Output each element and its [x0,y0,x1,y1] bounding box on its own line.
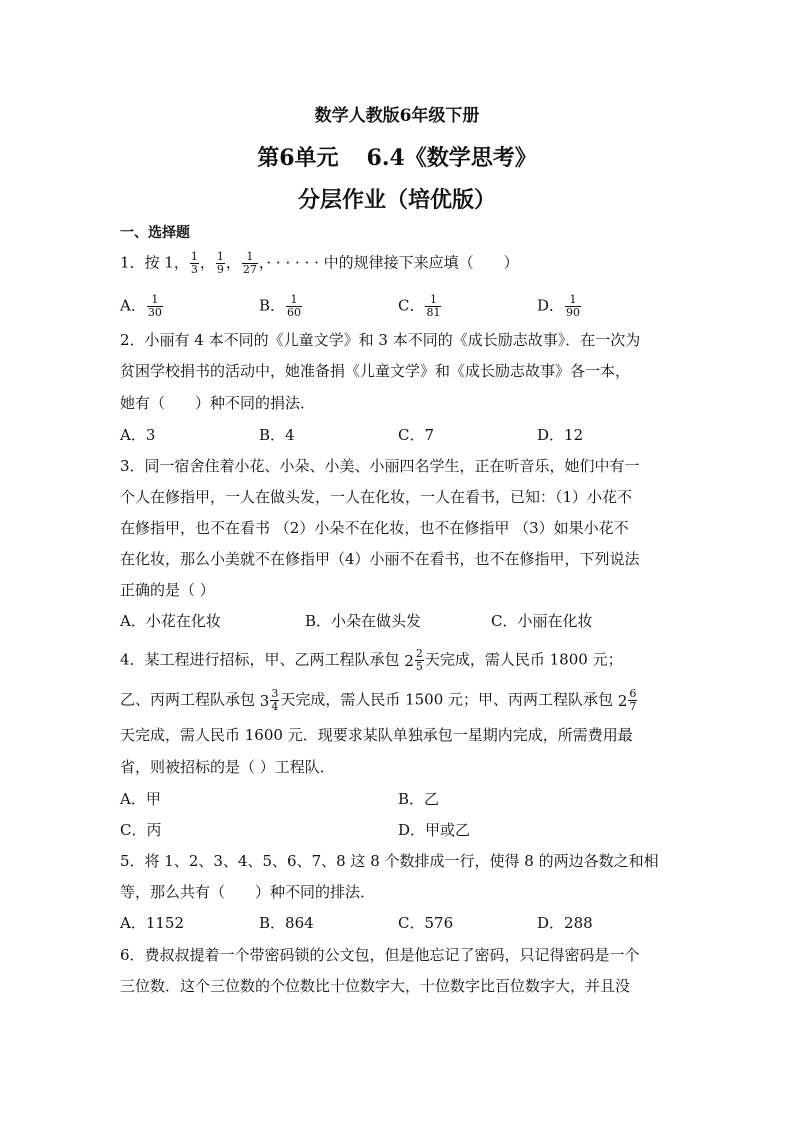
q5-option-a: A．1152 [120,914,185,932]
q5-option-c: C．576 [398,914,454,932]
question-5-line-2: 等，那么共有（ ）种不同的排法． [120,883,376,901]
fraction: $\frac{1}{9}$ [216,250,224,276]
q2-option-a: A．3 [120,426,156,444]
question-1-text: 1．按 1， $\frac{1}{3}$ ， $\frac{1}{9}$ ， $\frac{1}{27}$ ，· · · · · · 中的规律接下来应填（ ） [120,250,519,276]
q1-option-b: B． $\frac{1}{60}$ [259,293,302,319]
q2-option-b: B．4 [259,426,295,444]
question-3-line-2: 个人在修指甲，一人在做头发，一人在化妆，一人在看书，已知：（1）小花不 [120,488,633,506]
question-2-line-1: 2．小丽有 4 本不同的《儿童文学》和 3 本不同的《成长励志故事》．在一次为 [120,331,641,349]
fraction: $\frac{1}{3}$ [190,250,198,276]
q5-option-b: B．864 [259,914,314,932]
homework-subtitle: 分层作业（培优版） [297,187,496,213]
question-3-line-4: 在化妆，那么小美就不在修指甲（4）小丽不在看书，也不在修指甲，下列说法 [120,550,640,568]
question-6-line-2: 三位数．这个三位数的个位数比十位数字大，十位数字比百位数字大，并且没 [120,977,631,995]
q4-option-a: A．甲 [120,790,161,808]
mixed-number: 2 $\frac{2}{5}$ [404,647,423,673]
question-4-line-1: 4．某工程进行招标，甲、乙两工程队承包 2 $\frac{2}{5}$ 天完成，需人民币 1800 元； [120,647,623,673]
q1-option-d: D． $\frac{1}{90}$ [537,293,581,319]
q2-option-c: C．7 [398,426,435,444]
question-3-line-3: 在修指甲，也不在看书 （2）小朵不在化妆，也不在修指甲 （3）如果小花不 [120,519,629,537]
q3-option-b: B．小朵在做头发 [305,612,422,630]
q3-option-a: A．小花在化妆 [120,612,221,630]
q5-option-d: D．288 [537,914,593,932]
fraction: $\frac{1}{27}$ [242,250,257,276]
mixed-number: 2 $\frac{6}{7}$ [617,687,637,713]
question-5-line-1: 5．将 1、2、3、4、5、6、7、8 这 8 个数排成一行，使得 8 的两边各数之和相 [120,852,659,870]
document-title: 数学人教版6年级下册 [314,106,480,126]
question-4-line-4: 省，则被招标的是（ ）工程队． [120,758,335,776]
section-heading: 一、选择题 [120,225,190,241]
q1-option-c: C． $\frac{1}{81}$ [398,293,441,319]
mixed-number: 3 $\frac{3}{4}$ [259,687,279,713]
question-4-line-2: 乙、丙两工程队承包 3 $\frac{3}{4}$ 天完成，需人民币 1500 元；甲、丙两工程队承包 2 $\frac{6}{7}$ [120,687,637,713]
question-2-line-3: 她有（ ）种不同的捐法． [120,394,316,412]
question-4-line-3: 天完成，需人民币 1600 元．现要求某队单独承包一星期内完成，所需费用最 [120,726,633,744]
question-2-line-2: 贫困学校捐书的活动中，她准备捐《儿童文学》和《成长励志故事》各一本， [120,362,631,380]
q4-option-b: B．乙 [398,790,440,808]
q2-option-d: D．12 [537,426,584,444]
q1-option-a: A． $\frac{1}{30}$ [120,293,162,319]
q3-option-c: C．小丽在化妆 [491,612,593,630]
unit-number: 第6单元 [257,145,339,171]
lesson-title: 6.4《数学思考》 [366,145,537,171]
question-3-line-1: 3．同一宿舍住着小花、小朵、小美、小丽四名学生，正在听音乐，她们中有一 [120,457,640,475]
question-6-line-1: 6．费叔叔提着一个带密码锁的公文包，但是他忘记了密码，只记得密码是一个 [120,946,640,964]
question-3-line-5: 正确的是（ ） [120,581,215,599]
q4-option-c: C．丙 [120,821,162,839]
unit-title [0,142,794,174]
q4-option-d: D．甲或乙 [398,821,471,839]
